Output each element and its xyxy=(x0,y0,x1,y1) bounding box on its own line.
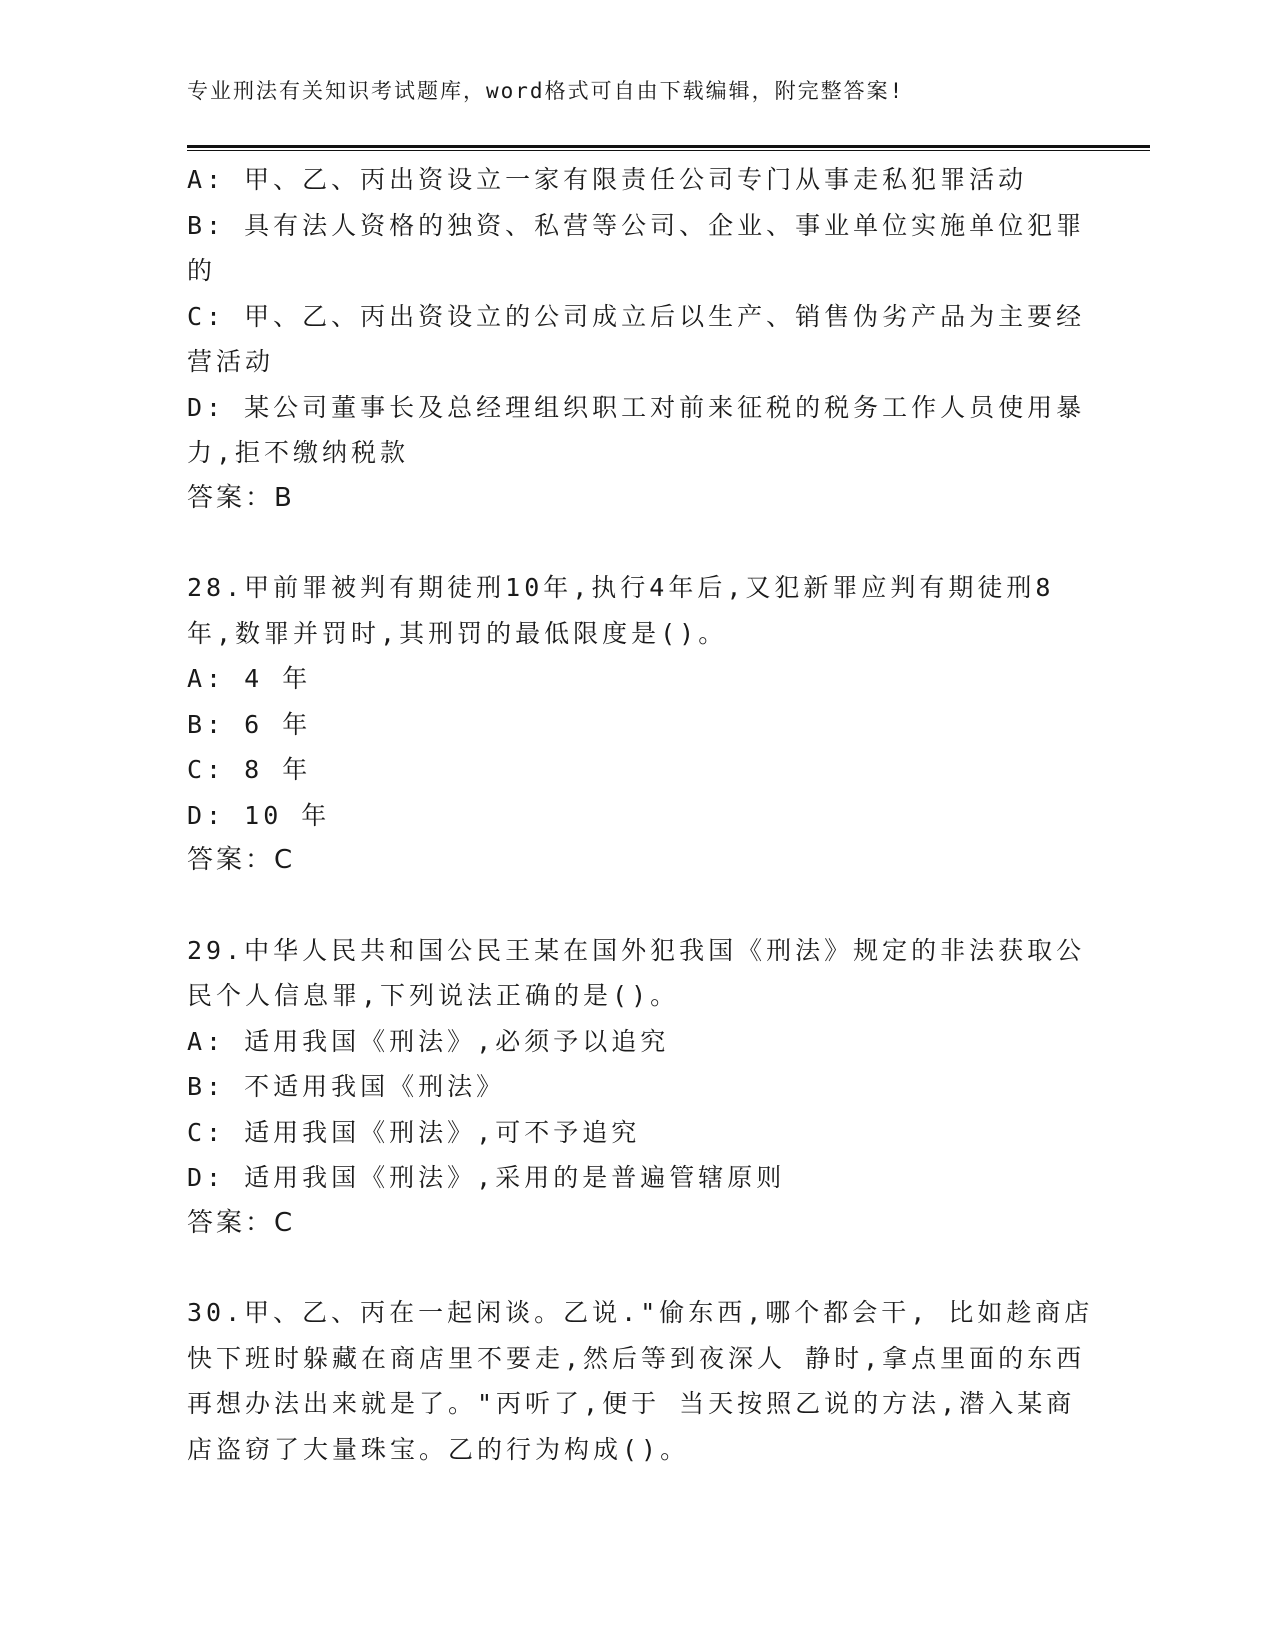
option-c: C: 适用我国《刑法》,可不予追究 xyxy=(187,1117,641,1147)
question-text-continued: 民个人信息罪,下列说法正确的是()。 xyxy=(187,981,680,1010)
answer-28: 答案：C xyxy=(187,845,296,875)
option-d: D: 某公司董事长及总经理组织职工对前来征税的税务工作人员使用暴 xyxy=(187,392,1086,422)
option-d: D: 适用我国《刑法》,采用的是普遍管辖原则 xyxy=(187,1163,786,1192)
option-a: A: 4 年 xyxy=(187,664,312,693)
spacer xyxy=(187,1246,1087,1290)
answer-27: 答案：B xyxy=(187,482,295,513)
question-text: 28.甲前罪被判有期徒刑10年,执行4年后,又犯新罪应判有期徒刑8 xyxy=(187,573,1055,602)
question-text: 29.中华人民共和国公民王某在国外犯我国《刑法》规定的非法获取公 xyxy=(187,935,1086,965)
exam-content xyxy=(187,157,1094,1472)
spacer xyxy=(187,884,1087,928)
option-d: D: 10 年 xyxy=(187,800,331,830)
question-27-options xyxy=(187,157,1087,521)
option-c: C: 8 年 xyxy=(187,755,312,784)
question-text-continued: 再想办法出来就是了。"丙听了,便于 当天按照乙说的方法,潜入某商 xyxy=(187,1389,1076,1418)
option-b-continued: 的 xyxy=(187,256,217,285)
option-a: A: 适用我国《刑法》,必须予以追究 xyxy=(187,1026,670,1056)
question-text-continued: 店盗窃了大量珠宝。乙的行为构成()。 xyxy=(187,1434,690,1464)
option-b: B: 具有法人资格的独资、私营等公司、企业、事业单位实施单位犯罪 xyxy=(187,210,1086,240)
option-d-continued: 力,拒不缴纳税款 xyxy=(187,438,410,467)
answer-29: 答案：C xyxy=(187,1207,296,1238)
page-header: 专业刑法有关知识考试题库，word格式可自由下载编辑，附完整答案! xyxy=(187,79,905,103)
question-text-continued: 快下班时躲藏在商店里不要走,然后等到夜深人 静时,拿点里面的东西 xyxy=(187,1343,1086,1373)
option-a: A: 甲、乙、丙出资设立一家有限责任公司专门从事走私犯罪活动 xyxy=(187,165,1028,194)
option-c-continued: 营活动 xyxy=(187,347,275,376)
spacer xyxy=(187,521,1087,565)
question-30 xyxy=(187,1290,1094,1472)
option-b: B: 6 年 xyxy=(187,709,312,739)
question-28 xyxy=(187,565,1087,884)
option-b: B: 不适用我国《刑法》 xyxy=(187,1072,506,1101)
question-text: 30.甲、乙、丙在一起闲谈。乙说."偷东西,哪个都会干, 比如趁商店 xyxy=(187,1298,1094,1327)
question-29 xyxy=(187,928,1087,1247)
question-text-continued: 年,数罪并罚时,其刑罚的最低限度是()。 xyxy=(187,618,728,648)
option-c: C: 甲、乙、丙出资设立的公司成立后以生产、销售伪劣产品为主要经 xyxy=(187,301,1086,331)
header-divider xyxy=(187,145,1150,151)
